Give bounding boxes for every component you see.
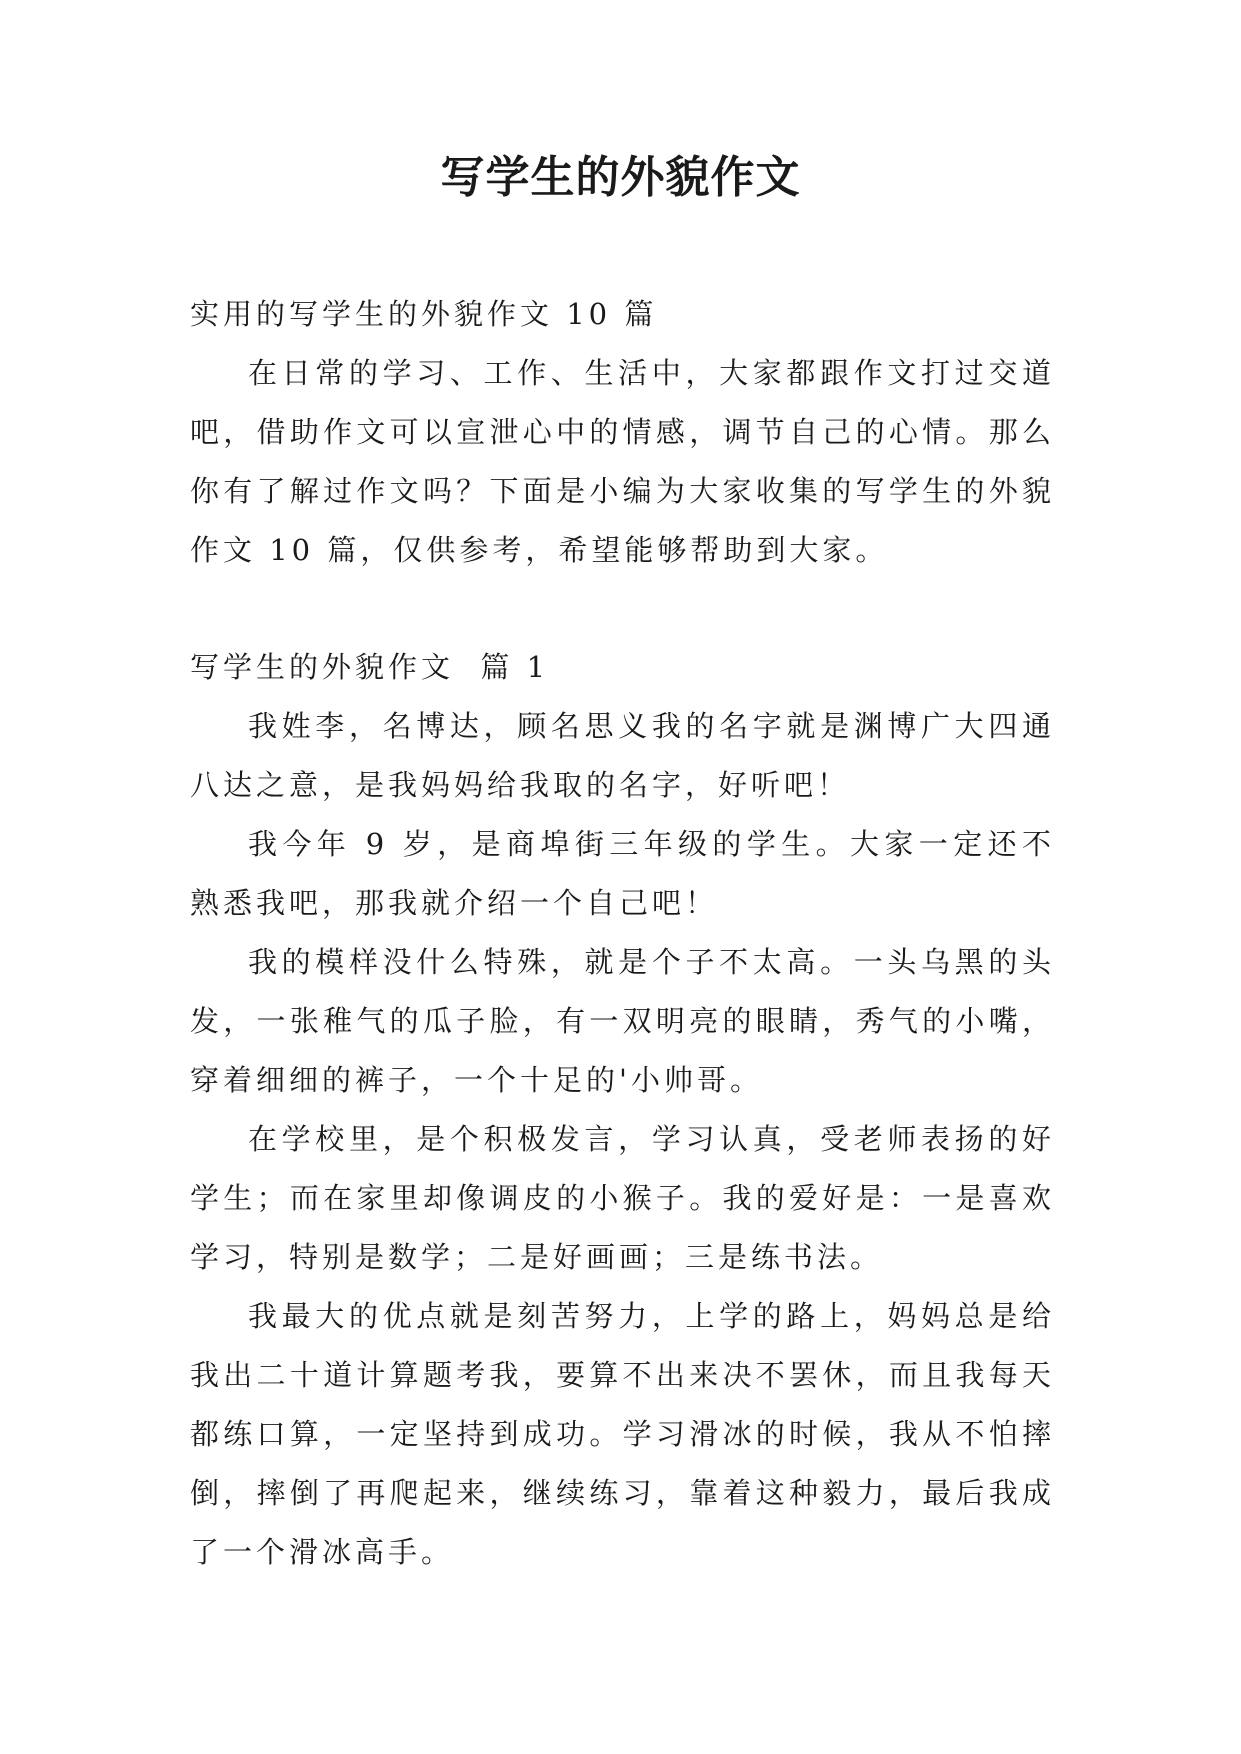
document-body (190, 285, 1055, 1582)
body-paragraph: 我姓李，名博达，顾名思义我的名字就是渊博广大四通八达之意，是我妈妈给我取的名字，好听吧！ (190, 709, 1055, 802)
intro-paragraph: 在日常的学习、工作、生活中，大家都跟作文打过交道吧，借助作文可以宣泄心中的情感，调节自己的心情。那么你有了解过作文吗？下面是小编为大家收集的写学生的外貌作文 10 篇，仅供参考，希望能够帮助到大家。 (190, 356, 1055, 567)
body-paragraph: 在学校里，是个积极发言，学习认真，受老师表扬的好学生；而在家里却像调皮的小猴子。我的爱好是：一是喜欢学习，特别是数学；二是好画画；三是练书法。 (190, 1122, 1055, 1274)
document-subtitle: 实用的写学生的外貌作文 10 篇 (190, 297, 658, 331)
body-paragraph: 我今年 9 岁，是商埠街三年级的学生。大家一定还不熟悉我吧，那我就介绍一个自己吧！ (190, 827, 1055, 920)
body-paragraph: 我的模样没什么特殊，就是个子不太高。一头乌黑的头发，一张稚气的瓜子脸，有一双明亮的眼睛，秀气的小嘴，穿着细细的裤子，一个十足的'小帅哥。 (190, 945, 1055, 1097)
section-spacer (190, 580, 1055, 638)
body-paragraph: 我最大的优点就是刻苦努力，上学的路上，妈妈总是给我出二十道计算题考我，要算不出来决不罢休，而且我每天都练口算，一定坚持到成功。学习滑冰的时候，我从不怕摔倒，摔倒了再爬起来，继续练习，靠着这种毅力，最后我成了一个滑冰高手。 (190, 1299, 1055, 1569)
document-title: 写学生的外貌作文 (440, 152, 801, 203)
section-heading: 写学生的外貌作文 篇 1 (190, 650, 550, 684)
